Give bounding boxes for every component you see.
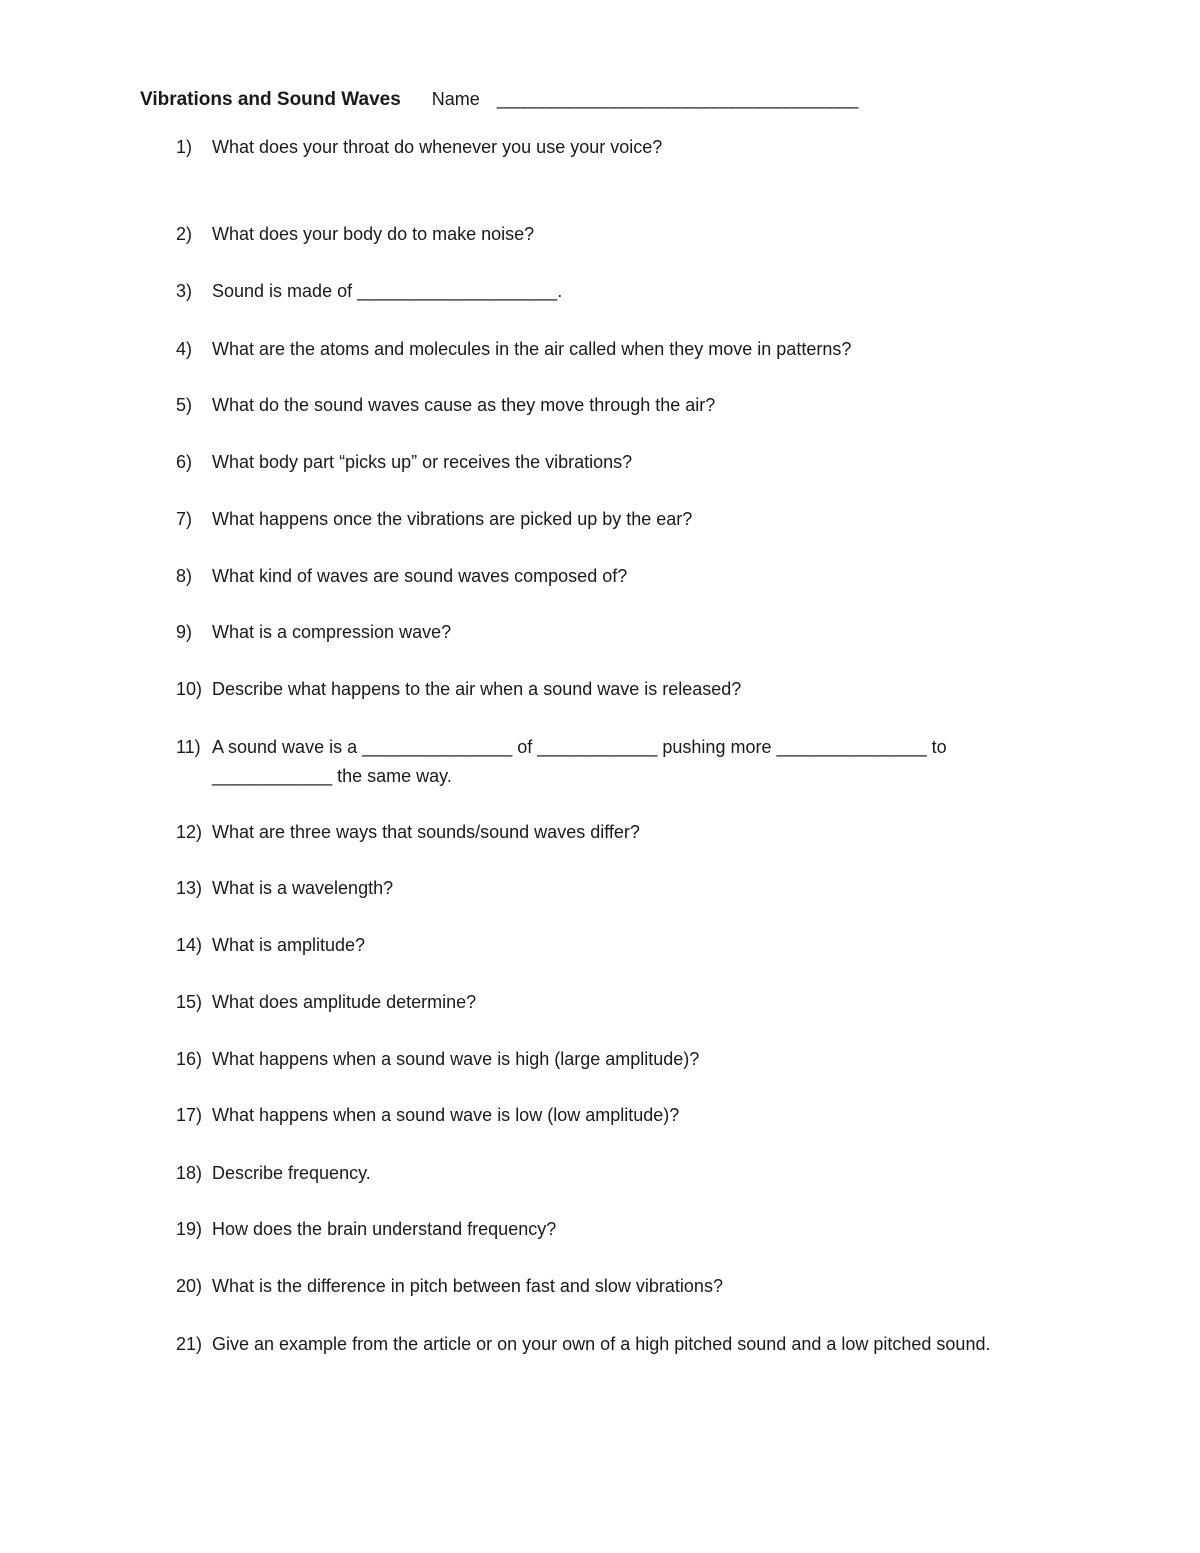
question-1 — [176, 133, 1056, 162]
question-13 — [176, 874, 1056, 903]
question-number: 11) — [176, 737, 201, 757]
question-7 — [176, 505, 1056, 534]
question-number: 14) — [176, 935, 203, 955]
question-text: What happens when a sound wave is high (large amplitude)? — [212, 1049, 700, 1069]
question-text: What is a wavelength? — [212, 878, 394, 898]
question-15 — [176, 988, 1056, 1017]
question-text: What does your throat do whenever you use your voice? — [212, 137, 663, 157]
question-number: 2) — [176, 224, 193, 244]
question-number: 8) — [176, 566, 193, 586]
question-number: 5) — [176, 395, 193, 415]
question-text: What are three ways that sounds/sound waves differ? — [212, 822, 640, 842]
question-text: What kind of waves are sound waves composed of? — [212, 566, 628, 586]
question-number: 20) — [176, 1276, 203, 1296]
question-number: 7) — [176, 509, 193, 529]
question-text: What body part “picks up” or receives the vibrations? — [212, 452, 633, 472]
question-5 — [176, 391, 1056, 420]
question-20 — [176, 1272, 1056, 1301]
question-14 — [176, 931, 1056, 960]
question-11 — [176, 733, 1056, 791]
question-number: 10) — [176, 679, 203, 699]
question-18 — [176, 1159, 1056, 1188]
question-9 — [176, 618, 1056, 647]
question-16 — [176, 1045, 1056, 1074]
question-text: Sound is made of ____________________. — [212, 281, 563, 301]
question-10 — [176, 675, 1056, 704]
question-text: What happens once the vibrations are picked up by the ear? — [212, 509, 693, 529]
question-text: What is amplitude? — [212, 935, 366, 955]
question-number: 9) — [176, 622, 193, 642]
question-number: 17) — [176, 1105, 203, 1125]
question-text: What is the difference in pitch between fast and slow vibrations? — [212, 1276, 723, 1296]
question-3 — [176, 277, 1056, 306]
question-21 — [176, 1330, 1056, 1359]
question-19 — [176, 1215, 1056, 1244]
question-number: 3) — [176, 281, 193, 301]
question-text: A sound wave is a _______________ of ____________ pushing more _______________ to ____________ the same way. — [212, 737, 947, 786]
question-12 — [176, 818, 1056, 847]
question-text: What do the sound waves cause as they move through the air? — [212, 395, 716, 415]
worksheet-header — [140, 89, 857, 111]
question-number: 21) — [176, 1334, 203, 1354]
question-number: 1) — [176, 137, 193, 157]
name-label: Name — [431, 89, 480, 109]
question-text: What does amplitude determine? — [212, 992, 477, 1012]
name-blank-line: ________________________________________ — [496, 89, 858, 109]
question-2 — [176, 220, 1056, 249]
question-number: 4) — [176, 339, 193, 359]
question-number: 16) — [176, 1049, 203, 1069]
worksheet-title: Vibrations and Sound Waves — [140, 89, 401, 110]
question-number: 6) — [176, 452, 193, 472]
question-number: 13) — [176, 878, 203, 898]
question-number: 15) — [176, 992, 203, 1012]
question-4 — [176, 335, 1056, 364]
question-text: What is a compression wave? — [212, 622, 452, 642]
question-6 — [176, 448, 1056, 477]
question-text: What are the atoms and molecules in the air called when they move in patterns? — [212, 339, 852, 359]
question-text: What does your body do to make noise? — [212, 224, 535, 244]
question-17 — [176, 1101, 1056, 1130]
question-text: Describe frequency. — [212, 1163, 371, 1183]
question-number: 18) — [176, 1163, 203, 1183]
question-text: How does the brain understand frequency? — [212, 1219, 557, 1239]
question-text: Give an example from the article or on your own of a high pitched sound and a low pitched sound. — [212, 1334, 991, 1354]
question-number: 12) — [176, 822, 203, 842]
question-8 — [176, 562, 1056, 591]
question-text: Describe what happens to the air when a sound wave is released? — [212, 679, 742, 699]
question-text: What happens when a sound wave is low (low amplitude)? — [212, 1105, 680, 1125]
question-number: 19) — [176, 1219, 203, 1239]
